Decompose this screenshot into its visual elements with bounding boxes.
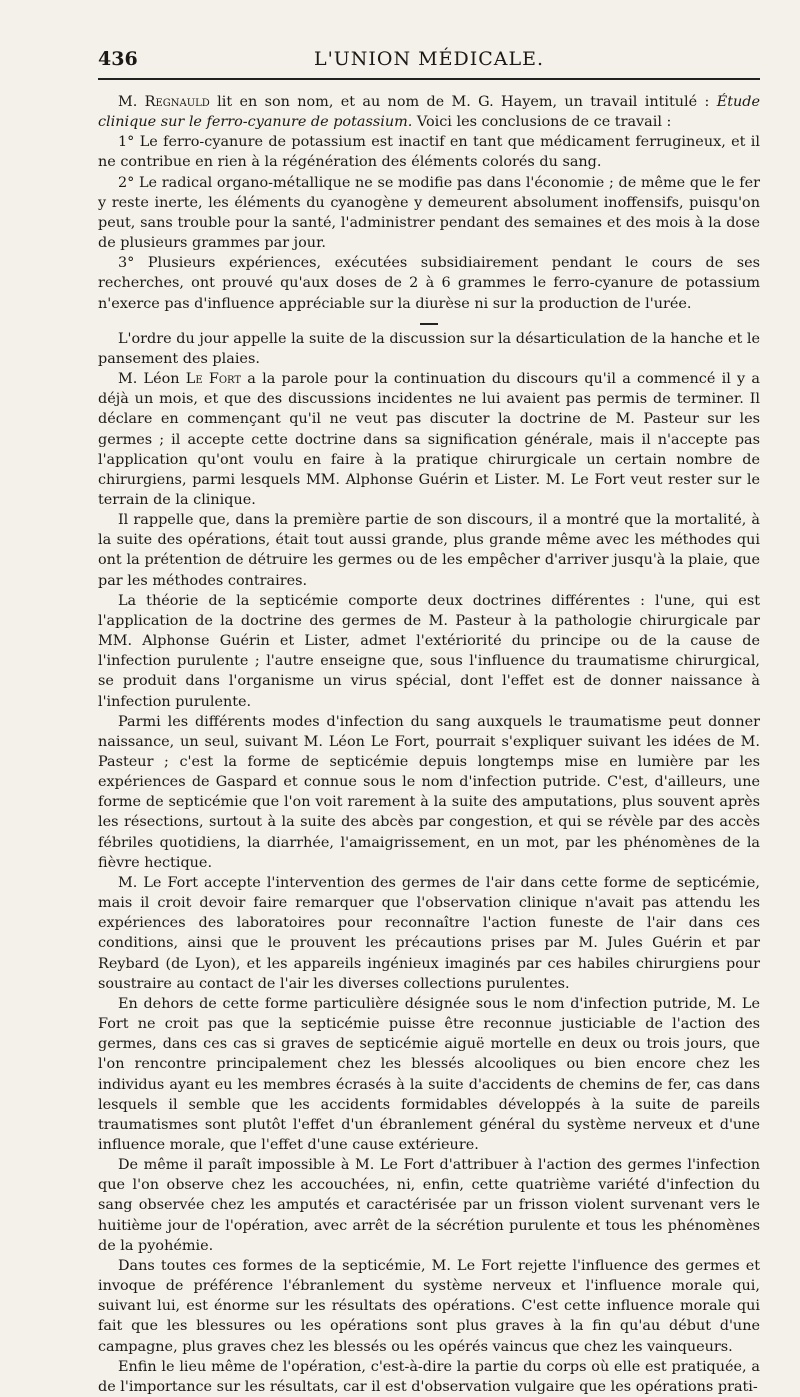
paragraph-childbirth: De même il paraît impossible à M. Le Fort d'attribuer à l'action des germes l'infection que l'on observe chez les accouchées, ni, enfin, cette quatrième variété d'infection du sang observée chez les amputés et caractérisée par un frisson violent survenant vers le huitième jour de l'opération, avec arrêt de la sécrétion purulente et tous les phénomènes de la pyohémie. [98, 1157, 760, 1254]
section-separator [420, 323, 438, 325]
page-number: 436 [98, 48, 138, 70]
paragraph-mortality: Il rappelle que, dans la première partie de son discours, il a montré que la mortalité, à la suite des opérations, était tout aussi grande, plus grande même avec les méthodes qui ont la prétention de détruire les germes ou de les empêcher d'arriver jusqu'à la plaie, que par les méthodes contraires. [98, 512, 760, 589]
paragraph-le-fort-intro: M. Léon Le Fort a la parole pour la continuation du discours qu'il a commencé il y a déjà un mois, et que des discussions incidentes ne lui avaient pas permis de terminer. Il déclare en commençant qu'il ne veut pas discuter la doctrine de M. Pasteur sur les germes ; il accepte cette doctrine dans sa signification générale, mais il n'accepte pas l'application qu'ont voulu en faire à la pratique chirurgicale un certain nombre de chirurgiens, parmi lesquels MM. Alphonse Guérin et Lister. M. Le Fort veut rester sur le terrain de la clinique. [98, 371, 760, 508]
header-rule [98, 78, 760, 80]
speaker-name: Le Fort [185, 371, 242, 388]
paragraph-septicemia-theory: La théorie de la septicémie comporte deux doctrines différentes : l'une, qui est l'application de la doctrine des germes de M. Pasteur à la pathologie chirurgicale par MM. Alphonse Guérin et Lister, admet l'extériorité du principe ou de la cause de l'infection purulente ; l'autre enseigne que, sous l'influence du traumatisme chirurgical, se produit dans l'organisme un virus spécial, dont l'effet est de donner naissance à l'infection purulente. [98, 592, 760, 710]
conclusion-1: 1° Le ferro-cyanure de potassium est inactif en tant que médicament ferrugineux, et il ne contribue en rien à la régénération des éléments colorés du sang. [98, 134, 760, 171]
paragraph-order-of-day: L'ordre du jour appelle la suite de la discussion sur la désarticulation de la hanche et le pansement des plaies. [98, 330, 760, 367]
conclusion-3: 3° Plusieurs expériences, exécutées subsidiairement pendant le cours de ses recherches, ont prouvé qu'aux doses de 2 à 6 grammes le ferro-cyanure de potassium n'exerce pas d'influence appréciable sur la diurèse ni sur la production de l'urée. [98, 255, 760, 312]
author-name: M. Regnauld [118, 94, 210, 110]
paragraph-air-germs: M. Le Fort accepte l'intervention des germes de l'air dans cette forme de septicémie, mais il croit devoir faire remarquer que l'observation clinique n'avait pas attendu les expériences des laboratoires pour reconnaître l'action funeste de l'air dans ces conditions, ainsi que le prouvent les précautions prises par M. Jules Guérin et par Reybard (de Lyon), et les appareils ingénieux imaginés par ces habiles chirurgiens pour soustraire au contact de l'air les diverses collections purulentes. [98, 874, 760, 992]
page-header [98, 40, 760, 76]
article-body [98, 92, 760, 1397]
paragraph-moral-influence: Dans toutes ces formes de la septicémie, M. Le Fort rejette l'influence des germes et invoque de préférence l'ébranlement du système nerveux et l'influence morale qui, suivant lui, est énorme sur les résultats des opérations. C'est cette influence morale qui fait que les blessures ou les opérations sont plus graves à la fin qu'au début d'une campagne, plus graves chez les blessés ou les opérés vaincus que chez les vainqueurs. [98, 1257, 760, 1355]
paragraph-operation-site: Enfin le lieu même de l'opération, c'est-à-dire la partie du corps où elle est pratiquée, a de l'importance sur les résultats, car il est d'observation vulgaire que les opérations prati- [98, 1358, 760, 1395]
conclusion-2: 2° Le radical organo-métallique ne se modifie pas dans l'économie ; de même que le fer y reste inerte, les éléments du cyanogène y demeurent absolument inoffensifs, puisqu'on peut, sans trouble pour la santé, l'administrer pendant des semaines et des mois à la dose de plusieurs grammes par jour. [98, 174, 760, 252]
running-title: L'UNION MÉDICALE. [313, 48, 545, 70]
work-title: Étude clinique sur le ferro-cyanure de potassium. [98, 94, 760, 131]
paragraph-infection-modes: Parmi les différents modes d'infection du sang auxquels le traumatisme peut donner naissance, un seul, suivant M. Léon Le Fort, pourrait s'expliquer suivant les idées de M. Pasteur ; c'est la forme de septicémie depuis longtemps mise en lumière par les expériences de Gaspard et connue sous le nom d'infection putride. C'est, d'ailleurs, une forme de septicémie que l'on voit rarement à la suite des amputations, plus souvent après les résections, surtout à la suite des abcès par congestion, et qui se révèle par des accès fébriles quotidiens, la diarrhée, l'amaigrissement, en un mot, par les phénomènes de la fièvre hectique. [98, 713, 760, 871]
paragraph-putrid-infection: En dehors de cette forme particulière désignée sous le nom d'infection putride, M. Le Fort ne croit pas que la septicémie puisse être reconnue justiciable de l'action des germes, dans ces cas si graves de septicémie aiguë mortelle en deux ou trois jours, que l'on rencontre principalement chez les blessés alcooliques ou bien encore chez les individus ayant eu les membres écrasés à la suite d'accidents de chemins de fer, cas dans lesquels il semble que les accidents formidables développés à la suite de pareils traumatismes sont plutôt l'effet d'un ébranlement général du système nerveux et d'une influence morale, que l'effet d'une cause extérieure. [98, 995, 760, 1153]
paragraph-regnauld: M. Regnauld lit en son nom, et au nom de M. G. Hayem, un travail intitulé : Étude clinique sur le ferro-cyanure de potassium. Voici les conclusions de ce travail : [98, 94, 760, 131]
